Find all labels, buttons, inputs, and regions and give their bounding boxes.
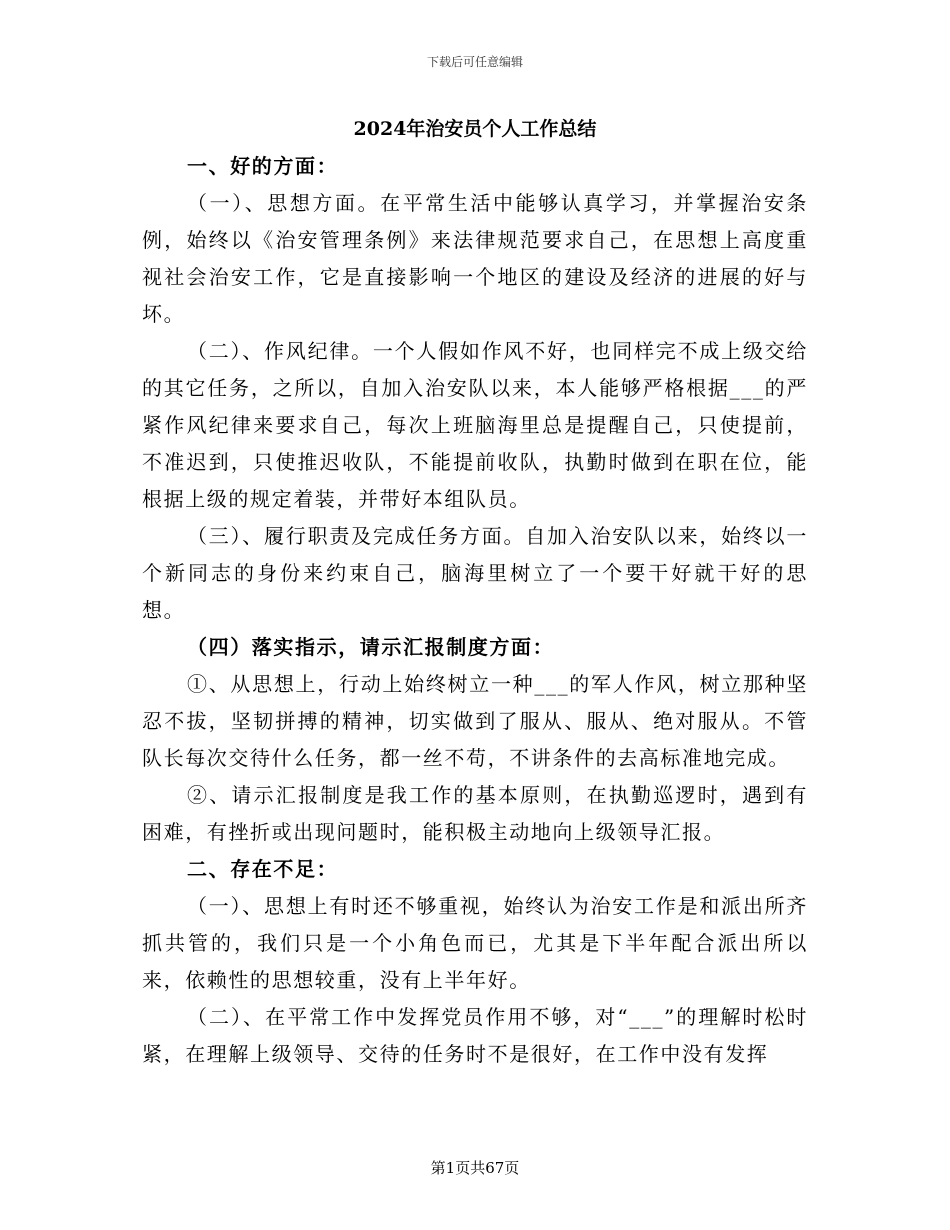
page-number: 第1页共67页 [430, 1159, 520, 1177]
paragraph-shortcoming-1: （一）、思想上有时还不够重视，始终认为治安工作是和派出所齐抓共管的，我们只是一个小角色而已，尤其是下半年配合派出所以来，依赖性的思想较重，没有上半年好。 [142, 894, 808, 992]
sub-heading-reporting-system: （四）落实指示，请示汇报制度方面： [187, 635, 555, 659]
document-body [142, 148, 808, 1073]
paragraph-item-2: ②、请示汇报制度是我工作的基本原则，在执勤巡逻时，遇到有困难，有挫折或出现问题时，能积极主动地向上级领导汇报。 [142, 783, 808, 844]
section-heading-shortcomings: 二、存在不足： [187, 857, 339, 881]
document-title: 2024年治安员个人工作总结 [353, 118, 597, 140]
paragraph-shortcoming-2: （二）、在平常工作中发挥党员作用不够，对“___”的理解时松时紧，在理解上级领导、交待的任务时不是很好，在工作中没有发挥 [142, 1005, 808, 1066]
section-heading-good-aspects: 一、好的方面： [187, 154, 339, 178]
download-edit-note: 下载后可任意编辑 [426, 55, 523, 69]
paragraph-ideology: （一）、思想方面。在平常生活中能够认真学习，并掌握治安条例，始终以《治安管理条例》来法律规范要求自己，在思想上高度重视社会治安工作，它是直接影响一个地区的建设及经济的进展的好与坏。 [142, 191, 808, 326]
paragraph-item-1: ①、从思想上，行动上始终树立一种___的军人作风，树立那种坚忍不拔，坚韧拼搏的精神，切实做到了服从、服从、绝对服从。不管队长每次交待什么任务，都一丝不苟，不讲条件的去高标准地完成。 [142, 672, 808, 770]
paragraph-duties: （三）、履行职责及完成任务方面。自加入治安队以来，始终以一个新同志的身份来约束自己，脑海里树立了一个要干好就干好的思想。 [142, 524, 808, 622]
paragraph-discipline: （二）、作风纪律。一个人假如作风不好，也同样完不成上级交给的其它任务，之所以，自加入治安队以来，本人能够严格根据___的严紧作风纪律来要求自己，每次上班脑海里总是提醒自己，只使提前，不准迟到，只使推迟收队，不能提前收队，执勤时做到在职在位，能根据上级的规定着装，并带好本组队员。 [142, 339, 808, 511]
